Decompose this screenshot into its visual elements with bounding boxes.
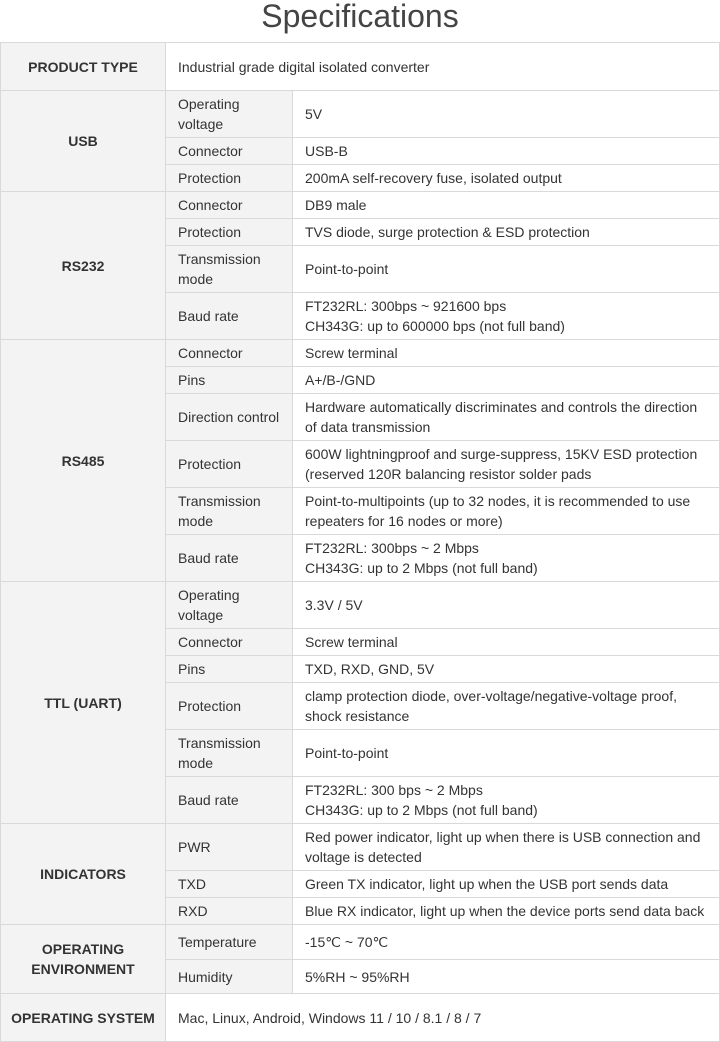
spec-value: Industrial grade digital isolated converter <box>166 43 720 91</box>
spec-name: Protection <box>166 219 293 246</box>
spec-value <box>293 535 720 582</box>
spec-name: RXD <box>166 898 293 925</box>
category-usb: USB <box>1 91 166 192</box>
spec-name: Transmission mode <box>166 246 293 293</box>
spec-name: Humidity <box>166 960 293 994</box>
spec-name: Temperature <box>166 925 293 960</box>
spec-name: Transmission mode <box>166 730 293 777</box>
spec-name: Transmission mode <box>166 488 293 535</box>
spec-name: TXD <box>166 871 293 898</box>
spec-value: Hardware automatically discriminates and controls the direction of data transmission <box>293 394 720 441</box>
spec-value-line: CH343G: up to 2 Mbps (not full band) <box>305 802 538 818</box>
spec-name: Protection <box>166 441 293 488</box>
spec-value: 3.3V / 5V <box>293 582 720 629</box>
spec-value-line: CH343G: up to 600000 bps (not full band) <box>305 318 565 334</box>
spec-value: TXD, RXD, GND, 5V <box>293 656 720 683</box>
category-rs485: RS485 <box>1 340 166 582</box>
category-product-type: PRODUCT TYPE <box>1 43 166 91</box>
spec-value: Blue RX indicator, light up when the device ports send data back <box>293 898 720 925</box>
spec-value: clamp protection diode, over-voltage/negative-voltage proof, shock resistance <box>293 683 720 730</box>
spec-value: 5%RH ~ 95%RH <box>293 960 720 994</box>
spec-value: Point-to-point <box>293 730 720 777</box>
category-operating-system: OPERATING SYSTEM <box>1 994 166 1042</box>
spec-name: Connector <box>166 340 293 367</box>
category-indicators: INDICATORS <box>1 824 166 925</box>
spec-value <box>293 293 720 340</box>
spec-name: Connector <box>166 629 293 656</box>
table-row <box>1 340 720 367</box>
page-title: Specifications <box>261 0 459 34</box>
spec-name: Protection <box>166 165 293 192</box>
spec-name: Pins <box>166 367 293 394</box>
spec-value: A+/B-/GND <box>293 367 720 394</box>
category-ttl: TTL (UART) <box>1 582 166 824</box>
spec-value: TVS diode, surge protection & ESD protection <box>293 219 720 246</box>
spec-value-line: FT232RL: 300 bps ~ 2 Mbps <box>305 782 483 798</box>
spec-value: -15℃ ~ 70℃ <box>293 925 720 960</box>
spec-value-line: FT232RL: 300bps ~ 2 Mbps <box>305 540 479 556</box>
spec-value: 200mA self-recovery fuse, isolated output <box>293 165 720 192</box>
spec-value-line: FT232RL: 300bps ~ 921600 bps <box>305 298 507 314</box>
spec-value: Green TX indicator, light up when the USB port sends data <box>293 871 720 898</box>
table-row <box>1 994 720 1042</box>
spec-name: PWR <box>166 824 293 871</box>
spec-name: Operating voltage <box>166 91 293 138</box>
spec-name: Protection <box>166 683 293 730</box>
spec-value: Screw terminal <box>293 629 720 656</box>
spec-name: Baud rate <box>166 777 293 824</box>
spec-value: 600W lightningproof and surge-suppress, 15KV ESD protection (reserved 120R balancing resistor solder pads <box>293 441 720 488</box>
table-row <box>1 925 720 960</box>
table-row <box>1 582 720 629</box>
spec-value-line: CH343G: up to 2 Mbps (not full band) <box>305 560 538 576</box>
table-row <box>1 824 720 871</box>
spec-table <box>0 42 720 1042</box>
spec-name: Connector <box>166 192 293 219</box>
spec-value: Screw terminal <box>293 340 720 367</box>
spec-name: Connector <box>166 138 293 165</box>
category-rs232: RS232 <box>1 192 166 340</box>
spec-name: Direction control <box>166 394 293 441</box>
spec-value: Mac, Linux, Android, Windows 11 / 10 / 8.1 / 8 / 7 <box>166 994 720 1042</box>
category-operating-environment: OPERATING ENVIRONMENT <box>1 925 166 994</box>
spec-name: Baud rate <box>166 535 293 582</box>
spec-value: Point-to-multipoints (up to 32 nodes, it is recommended to use repeaters for 16 nodes or more) <box>293 488 720 535</box>
spec-value: 5V <box>293 91 720 138</box>
spec-name: Pins <box>166 656 293 683</box>
table-row <box>1 192 720 219</box>
spec-value <box>293 777 720 824</box>
spec-value: Point-to-point <box>293 246 720 293</box>
spec-value: DB9 male <box>293 192 720 219</box>
table-row <box>1 91 720 138</box>
spec-value: Red power indicator, light up when there is USB connection and voltage is detected <box>293 824 720 871</box>
spec-name: Baud rate <box>166 293 293 340</box>
spec-name: Operating voltage <box>166 582 293 629</box>
spec-value: USB-B <box>293 138 720 165</box>
table-row <box>1 43 720 91</box>
